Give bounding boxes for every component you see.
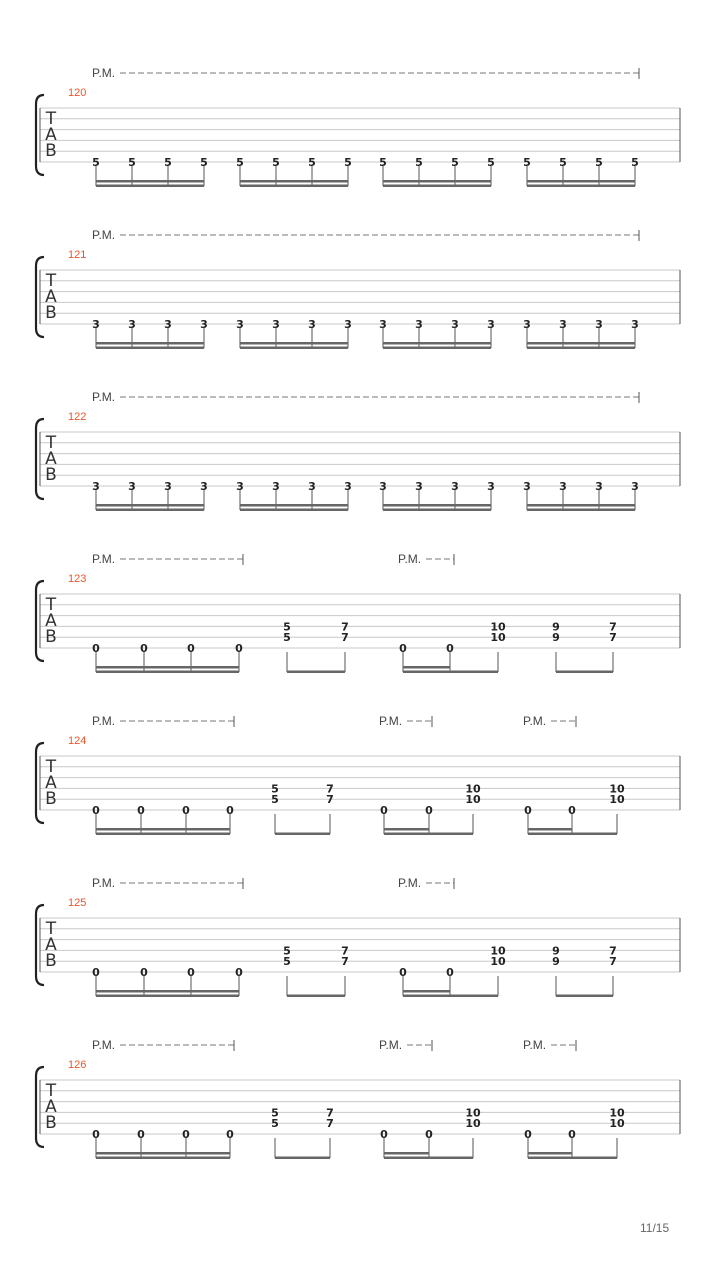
fret-number: 5 [283, 620, 291, 634]
beam-16th [96, 504, 204, 507]
fret-number: 3 [128, 480, 136, 493]
fret-number: 7 [609, 944, 617, 958]
beam-8th [403, 995, 498, 998]
fret-number: 7 [326, 1117, 334, 1131]
measure-number: 123 [68, 573, 87, 585]
beam-16th [96, 180, 204, 183]
tab-clef-letter: B [45, 627, 57, 647]
fret-number: 3 [200, 318, 208, 331]
palm-mute-label: P.M. [92, 714, 116, 728]
tab-clef-letter: B [45, 465, 57, 485]
fret-number: 3 [559, 480, 567, 493]
fret-number: 0 [425, 1128, 433, 1141]
palm-mute-label: P.M. [92, 876, 116, 890]
palm-mute-label: P.M. [92, 552, 116, 566]
fret-number: 7 [326, 793, 334, 807]
measure-number: 122 [68, 411, 87, 423]
fret-number: 3 [236, 480, 244, 493]
beam-8th [403, 671, 498, 674]
fret-number: 10 [609, 1117, 625, 1131]
beam-8th [384, 833, 473, 836]
beam-16th [403, 666, 450, 669]
beam-8th [96, 671, 239, 674]
fret-number: 0 [425, 804, 433, 817]
palm-mute-label: P.M. [523, 1038, 547, 1052]
beam-8th [383, 185, 491, 188]
tab-system-122 [36, 390, 680, 511]
fret-number: 3 [236, 318, 244, 331]
fret-number: 9 [552, 631, 560, 645]
tab-clef-letter: A [45, 287, 57, 307]
beam-8th [527, 185, 635, 188]
beam-8th [383, 347, 491, 350]
tab-clef-letter: B [45, 141, 57, 161]
fret-number: 10 [465, 782, 481, 796]
tab-clef-letter: T [45, 595, 57, 615]
beam-16th [96, 666, 239, 669]
fret-number: 3 [308, 480, 316, 493]
beam-16th [527, 180, 635, 183]
beam-16th [528, 828, 572, 831]
page-number: 11/15 [640, 1221, 670, 1235]
palm-mute-label: P.M. [379, 1038, 403, 1052]
tab-system-124 [36, 714, 680, 835]
fret-number: 0 [380, 804, 388, 817]
fret-number: 3 [128, 318, 136, 331]
tab-clef-letter: T [45, 433, 57, 453]
beam-16th [384, 1152, 429, 1155]
fret-number: 5 [128, 156, 136, 169]
fret-number: 0 [137, 804, 145, 817]
beam-8th [275, 833, 330, 836]
fret-number: 10 [609, 793, 625, 807]
tab-system-125 [36, 876, 680, 997]
fret-number: 3 [200, 480, 208, 493]
fret-number: 7 [609, 955, 617, 969]
fret-number: 5 [631, 156, 639, 169]
beam-8th [287, 671, 345, 674]
beam-8th [240, 185, 348, 188]
tab-clef-letter: B [45, 789, 57, 809]
beam-16th [384, 828, 429, 831]
palm-mute-label: P.M. [379, 714, 403, 728]
fret-number: 10 [465, 1117, 481, 1131]
beam-8th [527, 509, 635, 512]
tab-clef-letter: T [45, 1081, 57, 1101]
fret-number: 0 [187, 642, 195, 655]
beam-8th [556, 671, 613, 674]
tab-system-123 [36, 552, 680, 673]
fret-number: 0 [524, 804, 532, 817]
beam-8th [240, 347, 348, 350]
tab-clef-letter: T [45, 757, 57, 777]
fret-number: 3 [344, 318, 352, 331]
beam-16th [96, 990, 239, 993]
fret-number: 10 [490, 944, 506, 958]
beam-16th [527, 504, 635, 507]
fret-number: 3 [164, 318, 172, 331]
fret-number: 5 [271, 1117, 279, 1131]
beam-16th [240, 180, 348, 183]
fret-number: 3 [272, 318, 280, 331]
fret-number: 0 [92, 966, 100, 979]
palm-mute-label: P.M. [398, 876, 422, 890]
fret-number: 5 [595, 156, 603, 169]
fret-number: 5 [283, 631, 291, 645]
fret-number: 7 [326, 782, 334, 796]
fret-number: 5 [308, 156, 316, 169]
fret-number: 10 [465, 1106, 481, 1120]
fret-number: 0 [380, 1128, 388, 1141]
fret-number: 10 [465, 793, 481, 807]
fret-number: 0 [235, 642, 243, 655]
beam-8th [287, 995, 345, 998]
beam-8th [96, 185, 204, 188]
fret-number: 10 [609, 782, 625, 796]
fret-number: 3 [523, 318, 531, 331]
fret-number: 7 [341, 620, 349, 634]
beam-8th [240, 509, 348, 512]
fret-number: 0 [568, 804, 576, 817]
beam-8th [96, 995, 239, 998]
fret-number: 3 [308, 318, 316, 331]
fret-number: 5 [271, 793, 279, 807]
fret-number: 5 [487, 156, 495, 169]
fret-number: 5 [271, 782, 279, 796]
fret-number: 9 [552, 620, 560, 634]
fret-number: 3 [487, 480, 495, 493]
fret-number: 0 [92, 642, 100, 655]
beam-8th [527, 347, 635, 350]
fret-number: 7 [341, 955, 349, 969]
beam-16th [96, 342, 204, 345]
beam-16th [96, 1152, 230, 1155]
fret-number: 3 [451, 480, 459, 493]
fret-number: 7 [609, 631, 617, 645]
fret-number: 3 [631, 480, 639, 493]
fret-number: 3 [487, 318, 495, 331]
fret-number: 5 [200, 156, 208, 169]
fret-number: 0 [446, 642, 454, 655]
fret-number: 3 [164, 480, 172, 493]
fret-number: 3 [272, 480, 280, 493]
fret-number: 3 [379, 318, 387, 331]
fret-number: 0 [235, 966, 243, 979]
tab-clef-letter: B [45, 1113, 57, 1133]
fret-number: 5 [523, 156, 531, 169]
fret-number: 9 [552, 944, 560, 958]
fret-number: 3 [92, 480, 100, 493]
fret-number: 5 [283, 955, 291, 969]
beam-8th [383, 509, 491, 512]
fret-number: 3 [595, 318, 603, 331]
fret-number: 5 [559, 156, 567, 169]
palm-mute-label: P.M. [398, 552, 422, 566]
fret-number: 0 [568, 1128, 576, 1141]
beam-8th [275, 1157, 330, 1160]
palm-mute-label: P.M. [92, 390, 116, 404]
tab-clef-letter: T [45, 271, 57, 291]
fret-number: 7 [609, 620, 617, 634]
fret-number: 0 [92, 1128, 100, 1141]
fret-number: 5 [344, 156, 352, 169]
measure-number: 125 [68, 897, 87, 909]
tab-clef-letter: A [45, 1097, 57, 1117]
fret-number: 0 [226, 1128, 234, 1141]
palm-mute-label: P.M. [92, 66, 116, 80]
beam-16th [240, 504, 348, 507]
beam-8th [96, 347, 204, 350]
beam-16th [528, 1152, 572, 1155]
fret-number: 3 [595, 480, 603, 493]
fret-number: 10 [490, 620, 506, 634]
fret-number: 5 [164, 156, 172, 169]
fret-number: 3 [631, 318, 639, 331]
tab-clef-letter: A [45, 935, 57, 955]
fret-number: 5 [283, 944, 291, 958]
fret-number: 0 [140, 642, 148, 655]
beam-8th [528, 833, 617, 836]
fret-number: 5 [272, 156, 280, 169]
fret-number: 0 [187, 966, 195, 979]
fret-number: 5 [415, 156, 423, 169]
tab-clef-letter: T [45, 919, 57, 939]
fret-number: 0 [182, 804, 190, 817]
palm-mute-label: P.M. [92, 228, 116, 242]
fret-number: 0 [399, 966, 407, 979]
tab-system-121 [36, 228, 680, 349]
fret-number: 7 [341, 631, 349, 645]
fret-number: 3 [415, 480, 423, 493]
tab-clef-letter: B [45, 951, 57, 971]
fret-number: 0 [226, 804, 234, 817]
palm-mute-label: P.M. [523, 714, 547, 728]
beam-16th [240, 342, 348, 345]
measure-number: 121 [68, 249, 87, 261]
fret-number: 5 [236, 156, 244, 169]
fret-number: 3 [92, 318, 100, 331]
fret-number: 0 [446, 966, 454, 979]
fret-number: 3 [451, 318, 459, 331]
beam-16th [403, 990, 450, 993]
fret-number: 3 [344, 480, 352, 493]
beam-8th [556, 995, 613, 998]
tab-system-120 [36, 66, 680, 187]
beam-8th [528, 1157, 617, 1160]
fret-number: 0 [182, 1128, 190, 1141]
fret-number: 0 [140, 966, 148, 979]
palm-mute-label: P.M. [92, 1038, 116, 1052]
measure-number: 124 [68, 735, 87, 747]
fret-number: 7 [326, 1106, 334, 1120]
tab-clef-letter: A [45, 611, 57, 631]
fret-number: 3 [523, 480, 531, 493]
fret-number: 10 [609, 1106, 625, 1120]
tab-clef-letter: A [45, 125, 57, 145]
fret-number: 3 [379, 480, 387, 493]
fret-number: 9 [552, 955, 560, 969]
measure-number: 126 [68, 1059, 87, 1071]
beam-16th [96, 828, 230, 831]
tab-clef-letter: A [45, 449, 57, 469]
beam-16th [527, 342, 635, 345]
fret-number: 0 [399, 642, 407, 655]
tab-clef-letter: B [45, 303, 57, 323]
fret-number: 5 [379, 156, 387, 169]
fret-number: 0 [137, 1128, 145, 1141]
fret-number: 0 [524, 1128, 532, 1141]
measure-number: 120 [68, 87, 87, 99]
tab-clef-letter: T [45, 109, 57, 129]
fret-number: 5 [271, 1106, 279, 1120]
beam-8th [384, 1157, 473, 1160]
beam-8th [96, 833, 230, 836]
fret-number: 5 [451, 156, 459, 169]
tab-system-126 [36, 1038, 680, 1159]
fret-number: 10 [490, 955, 506, 969]
fret-number: 10 [490, 631, 506, 645]
fret-number: 5 [92, 156, 100, 169]
beam-16th [383, 504, 491, 507]
beam-8th [96, 1157, 230, 1160]
tab-clef-letter: A [45, 773, 57, 793]
fret-number: 0 [92, 804, 100, 817]
fret-number: 3 [415, 318, 423, 331]
fret-number: 7 [341, 944, 349, 958]
fret-number: 3 [559, 318, 567, 331]
beam-16th [383, 180, 491, 183]
beam-16th [383, 342, 491, 345]
beam-8th [96, 509, 204, 512]
